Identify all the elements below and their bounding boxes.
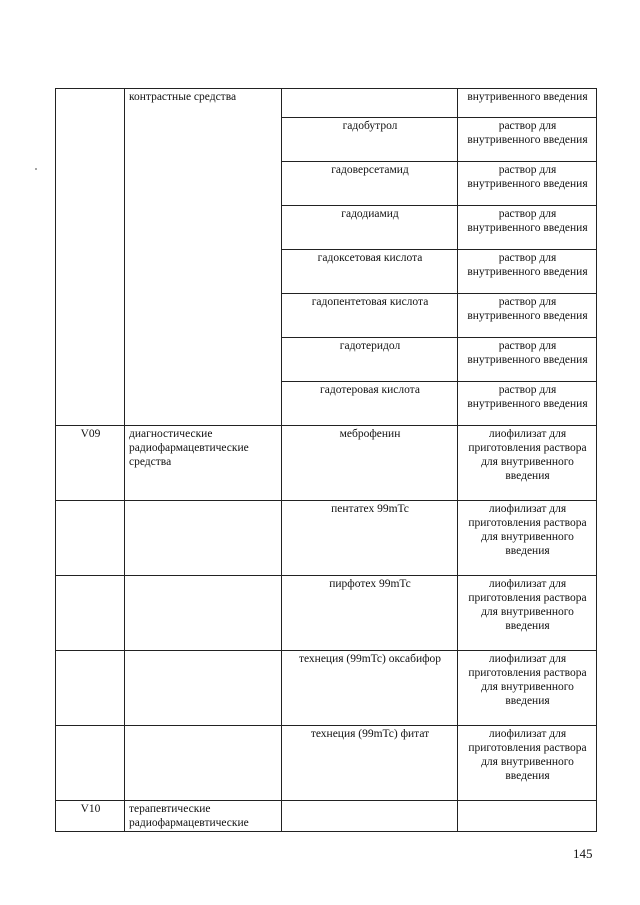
table-row [56,576,597,651]
table-body [56,89,597,832]
table-row [56,651,597,726]
anatomical-therapeutic-group-cell: терапевтические радиофармацевтические [125,801,282,832]
drug-name-cell [282,89,458,118]
drug-name-cell: меброфенин [282,426,458,501]
drug-name-cell: гадотеровая кислота [282,382,458,426]
atc-code-cell [56,576,125,651]
dosage-form-cell: внутривенного введения [458,89,597,118]
table-row [56,501,597,576]
dosage-form-cell: раствор для внутривенного введения [458,118,597,162]
atc-code-cell [56,89,125,426]
drug-list-table [55,88,597,832]
atc-code-cell: V10 [56,801,125,832]
page-number: 145 [573,846,593,861]
anatomical-therapeutic-group-cell [125,501,282,576]
drug-name-cell: пирфотех 99mTc [282,576,458,651]
dosage-form-cell: лиофилизат для приготовления раствора для внутривенного введения [458,501,597,576]
scan-artifact-dot [35,168,37,170]
dosage-form-cell: лиофилизат для приготовления раствора для внутривенного введения [458,651,597,726]
anatomical-therapeutic-group-cell: диагностические радиофармацевтические средства [125,426,282,501]
table-row [56,801,597,832]
anatomical-therapeutic-group-cell [125,576,282,651]
drug-name-cell: гадопентетовая кислота [282,294,458,338]
dosage-form-cell [458,801,597,832]
anatomical-therapeutic-group-cell [125,726,282,801]
drug-name-cell [282,801,458,832]
dosage-form-cell: раствор для внутривенного введения [458,338,597,382]
drug-name-cell: технеция (99mTc) оксабифор [282,651,458,726]
dosage-form-cell: раствор для внутривенного введения [458,294,597,338]
dosage-form-cell: лиофилизат для приготовления раствора для внутривенного введения [458,726,597,801]
table-row [56,426,597,501]
drug-name-cell: гадотеридол [282,338,458,382]
atc-code-cell [56,726,125,801]
atc-code-cell [56,501,125,576]
drug-name-cell: гадоксетовая кислота [282,250,458,294]
table-row [56,726,597,801]
drug-name-cell: гадоверсетамид [282,162,458,206]
drug-name-cell: технеция (99mTc) фитат [282,726,458,801]
anatomical-therapeutic-group-cell [125,651,282,726]
drug-name-cell: гадодиамид [282,206,458,250]
atc-code-cell: V09 [56,426,125,501]
dosage-form-cell: раствор для внутривенного введения [458,250,597,294]
atc-code-cell [56,651,125,726]
dosage-form-cell: раствор для внутривенного введения [458,206,597,250]
dosage-form-cell: раствор для внутривенного введения [458,382,597,426]
dosage-form-cell: раствор для внутривенного введения [458,162,597,206]
drug-name-cell: пентатех 99mTc [282,501,458,576]
anatomical-therapeutic-group-cell: контрастные средства [125,89,282,426]
dosage-form-cell: лиофилизат для приготовления раствора для внутривенного введения [458,426,597,501]
dosage-form-cell: лиофилизат для приготовления раствора для внутривенного введения [458,576,597,651]
table-row [56,89,597,118]
drug-name-cell: гадобутрол [282,118,458,162]
